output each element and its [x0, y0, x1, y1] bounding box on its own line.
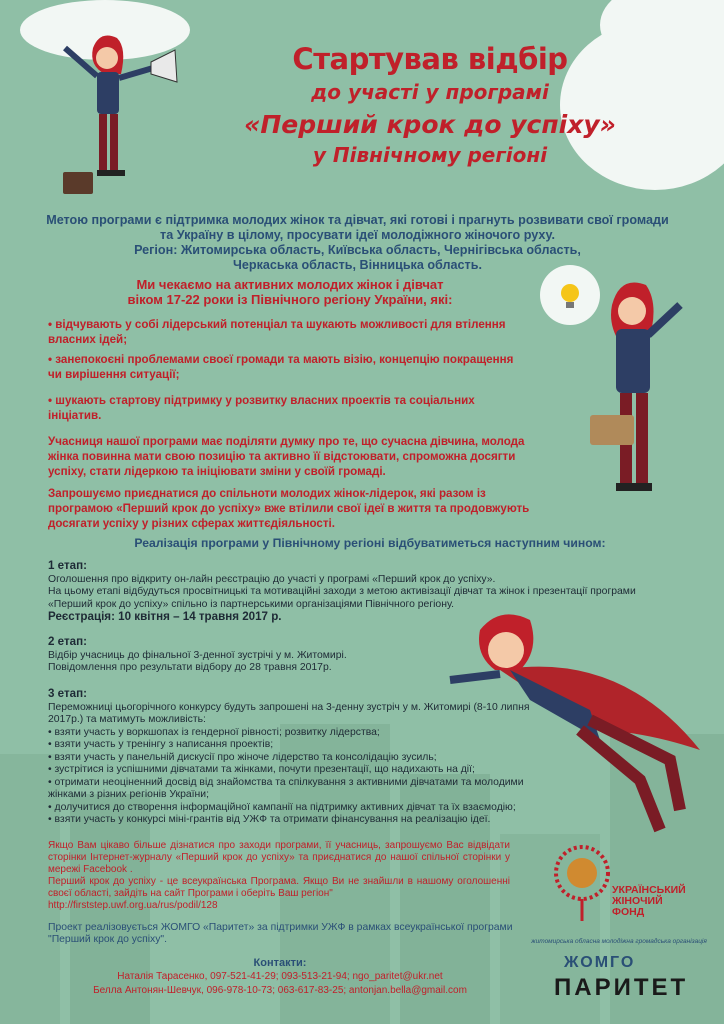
paritet-logo [524, 938, 714, 1018]
stage1-title: 1 етап: [48, 559, 87, 572]
bullet-1: • відчувають у собі лідерський потенціал та шукають можливості для втілення власних ідей; [48, 318, 506, 346]
uwf-logo [550, 843, 700, 923]
contact-line-1[interactable]: Наталія Тарасенко, 097-521-41-29; 093-513-21-94; ngo_paritet@ukr.net [117, 971, 443, 982]
paritet-top-text: ЖОМГО [564, 954, 636, 971]
stage3-intro: Переможниці цьогорічного конкурсу будуть запрошені на 3-денну зустріч у м. Житомирі (8-10 липня 2017р.) та матимуть можливість: [48, 701, 530, 725]
wait-line1: Ми чекаємо на активних молодих жінок і дівчат [136, 277, 444, 292]
woman-idea-illustration [530, 265, 710, 515]
stage3-list [48, 727, 548, 827]
stage-2 [48, 636, 468, 675]
list-item: • взяти участь у воркшопах із гендерної рівності; розвитку лідерства; [48, 727, 548, 740]
info-p1: Якщо Вам цікаво більше дізнатися про заходи програми, її учасниць, запрошуємо Вас відвідати сторінки Інтернет-журналу «Перший крок до успіху» та приєднатися до нашої спільної сторінки у мережі Facebook . [48, 840, 510, 875]
contacts-block [80, 956, 480, 998]
intro-block [45, 213, 670, 273]
stage3-title: 3 етап: [48, 687, 87, 700]
list-item: • взяти участь у конкурсі міні-грантів від УЖФ та отримати фінансування на реалізацію ідеї. [48, 814, 548, 827]
info-block [48, 840, 510, 912]
uwf-logo-text: УКРАЇНСЬКИЙ ЖІНОЧИЙ ФОНД [612, 884, 686, 918]
target-audience [70, 277, 510, 307]
poster-title [170, 42, 690, 167]
intro-region2: Черкаська область, Вінницька область. [233, 258, 482, 272]
stage1-line1: Оголошення про відкриту он-лайн реєстрацію до участі у програмі «Перший крок до успіху». [48, 573, 496, 585]
info-p2: Перший крок до успіху - це всеукраїнська Програма. Якщо Ви не знайшли в нашому оголошенні своєї області, зайдіть на сайт Програми і оберіть Ваш регіон" [48, 876, 510, 899]
list-item: • долучитися до створення інформаційної кампанії на підтримку активних дівчат та їх взаємодію; [48, 802, 548, 815]
project-note: Проект реалізовується ЖОМГО «Паритет» за підтримки УЖФ в рамках всеукраїнської програми "Перший крок до успіху". [48, 922, 513, 945]
paritet-small-text: житомирська обласна молодіжна громадська організація [531, 938, 707, 945]
intro-region1: Регіон: Житомирська область, Київська область, Чернігівська область, [134, 243, 581, 257]
bullet-3: • шукають стартову підтримку у розвитку власних проектів та соціальних ініціатив. [48, 394, 475, 422]
paragraph-2: Запрошуємо приєднатися до спільноти молодих жінок-лідерок, які разом із програмою «Перший крок до успіху» вже втілили свої ідеї в життя та продовжують досягати успіху у різних сферах життєдіяльності. [48, 487, 530, 530]
title-line3: «Перший крок до успіху» [244, 110, 616, 139]
stage2-title: 2 етап: [48, 635, 87, 648]
sunflower-icon [550, 843, 620, 923]
stage-1 [48, 560, 648, 625]
list-item: • отримати неоціненний досвід від знайомства та спілкування з активними дівчатами та молодими жінками з різних регіонів України; [48, 777, 548, 802]
paritet-bottom-text: ПАРИТЕТ [554, 974, 689, 1001]
stage2-line2: Повідомлення про результати відбору до 28 травня 2017р. [48, 662, 332, 673]
stage1-registration: Реєстрація: 10 квітня – 14 травня 2017 р. [48, 610, 282, 623]
title-line1: Стартував відбір [292, 42, 568, 76]
intro-text: Метою програми є підтримка молодих жінок та дівчат, які готові і прагнуть розвивати свої громади та Україну в цілому, просувати ідеї молодіжного жіночого руху. [46, 213, 669, 242]
implementation-heading: Реалізація програми у Північному регіоні відбуватиметься наступним чином: [134, 536, 606, 550]
paragraph-1: Учасниця нашої програми має поділяти думку про те, що сучасна дівчина, молода жінка повинна мати свою позицію та активно її відстоювати, спроможна досягти успіху, стати лідеркою та ініціювати зміни у своїй громаді. [48, 435, 525, 478]
contacts-title: Контакти: [253, 957, 307, 969]
contact-line-2[interactable]: Белла Антонян-Шевчук, 096-978-10-73; 063-617-83-25; antonjan.bella@gmail.com [93, 985, 467, 996]
title-line4: у Північному регіоні [312, 143, 548, 167]
stage-3 [48, 688, 548, 827]
list-item: • зустрітися із успішними дівчатами та жінками, почути презентації, що надихають на дії; [48, 764, 548, 777]
list-item: • взяти участь у тренінгу з написання проектів; [48, 739, 548, 752]
title-line2: до участі у програмі [311, 80, 549, 104]
stage2-line1: Відбір учасниць до фінальної 3-денної зустрічі у м. Житомирі. [48, 649, 347, 661]
stage1-line2: На цьому етапі відбудуться просвітницькі та мотиваційні заходи з метою активізації дівчат та жінок і презентації програми «Перший крок до успіху» спільно із партнерськими організаціями Північного регіону. [48, 586, 636, 610]
bullet-2: • занепокоєні проблемами своєї громади та мають візію, концепцію покращення чи вирішення ситуації; [48, 353, 514, 381]
program-link[interactable]: http://firststep.uwf.org.ua/rus/podil/128 [48, 900, 218, 911]
list-item: • взяти участь у панельній дискусії про жіноче лідерство та консолідацію зусиль; [48, 752, 548, 765]
wait-line2: віком 17-22 роки із Північного регіону України, які: [127, 292, 453, 307]
